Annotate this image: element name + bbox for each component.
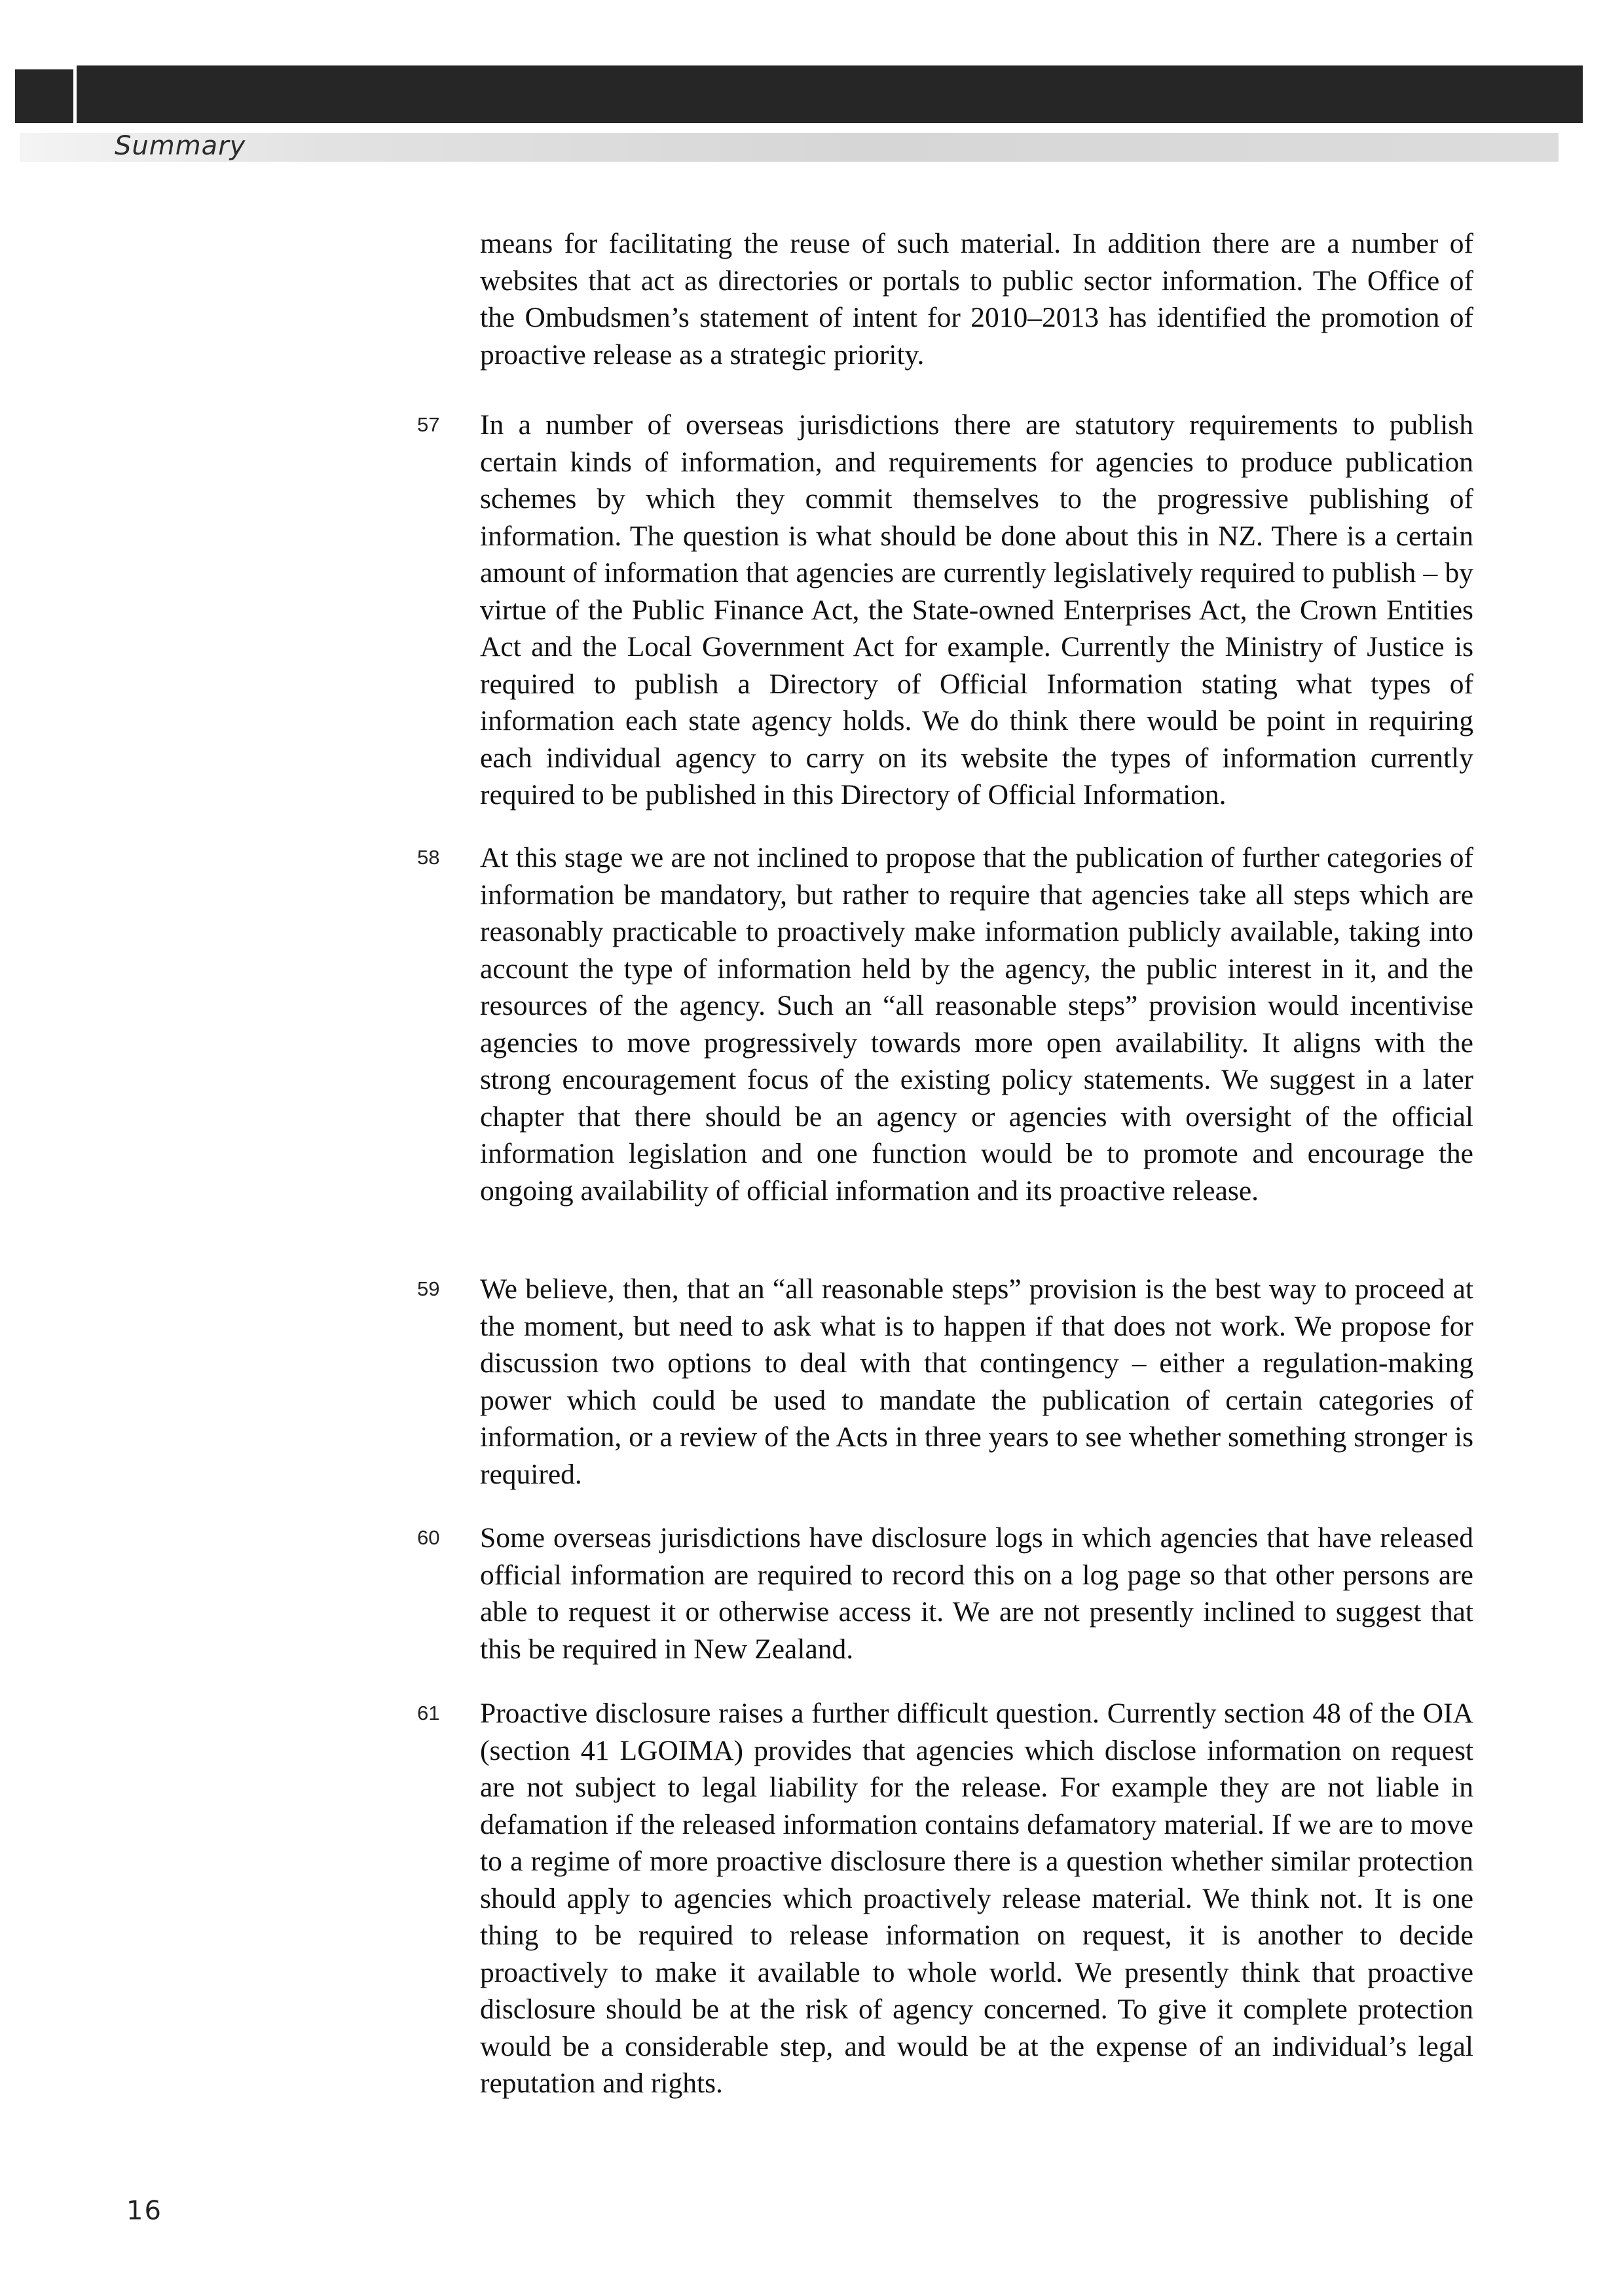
page-number: 16 bbox=[126, 2196, 162, 2226]
paragraph-59: We believe, then, that an “all reasonable steps” provision is the best way to proceed at the moment, but need to ask what is to happen if that does not work. We propose for discussion two options to deal with that contingency – either a regulation-making power which could be used to mandate the publication of certain categories of information, or a review of the Acts in three years to see whether something stronger is required. bbox=[480, 1273, 1473, 1490]
section-band bbox=[20, 133, 1559, 162]
paragraph-number: 57 bbox=[417, 413, 440, 436]
paragraph-number: 60 bbox=[417, 1526, 440, 1549]
paragraph-continued: means for facilitating the reuse of such material. In addition there are a number of websites that act as directories or portals to public sector information. The Office of the Ombudsmen’s statement of intent for 2010–2013 has identified the promotion of proactive release as a strategic priority. bbox=[480, 228, 1473, 371]
header-decorative-square bbox=[15, 69, 73, 123]
header-bar bbox=[77, 65, 1583, 123]
paragraph-number: 58 bbox=[417, 846, 440, 869]
paragraph-57: In a number of overseas jurisdictions there are statutory requirements to publish certain kinds of information, and requirements for agencies to produce publication schemes by which they commit themselves to the progressive publishing of information. The question is what should be done about this in NZ. There is a certain amount of information that agencies are currently legislatively required to publish – by virtue of the Public Finance Act, the State-owned Enterprises Act, the Crown Entities Act and the Local Government Act for example. Currently the Ministry of Justice is required to publish a Directory of Official Information stating what types of information each state agency holds. We do think there would be point in requiring each individual agency to carry on its website the types of information currently required to be published in this Directory of Official Information. bbox=[480, 409, 1473, 811]
section-label: Summary bbox=[115, 131, 246, 161]
paragraph-number: 59 bbox=[417, 1277, 440, 1300]
paragraph-58: At this stage we are not inclined to propose that the publication of further categories of information be mandatory, but rather to require that agencies take all steps which are reasonably practicable to proactively make information publicly available, taking into account the type of information held by the agency, the public interest in it, and the resources of the agency. Such an “all reasonable steps” provision would incentivise agencies to move progressively towards more open availability. It aligns with the strong encouragement focus of the existing policy statements. We suggest in a later chapter that there should be an agency or agencies with oversight of the official information legislation and one function would be to promote and encourage the ongoing availability of official information and its proactive release. bbox=[480, 842, 1473, 1207]
paragraph-61: Proactive disclosure raises a further difficult question. Currently section 48 of the OIA (section 41 LGOIMA) provides that agencies which disclose information on request are not subject to legal liability for the release. For example they are not liable in defamation if the released information contains defamatory material. If we are to move to a regime of more proactive disclosure there is a question whether similar protection should apply to agencies which proactively release material. We think not. It is one thing to be required to release information on request, it is another to decide proactively to make it available to whole world. We presently think that proactive disclosure should be at the risk of agency concerned. To give it complete protection would be a considerable step, and would be at the expense of an individual’s legal reputation and rights. bbox=[480, 1698, 1473, 2099]
paragraph-number: 61 bbox=[417, 1702, 440, 1724]
paragraph-60: Some overseas jurisdictions have disclosure logs in which agencies that have released official information are required to record this on a log page so that other persons are able to request it or otherwise access it. We are not presently inclined to suggest that this be required in New Zealand. bbox=[480, 1522, 1473, 1665]
